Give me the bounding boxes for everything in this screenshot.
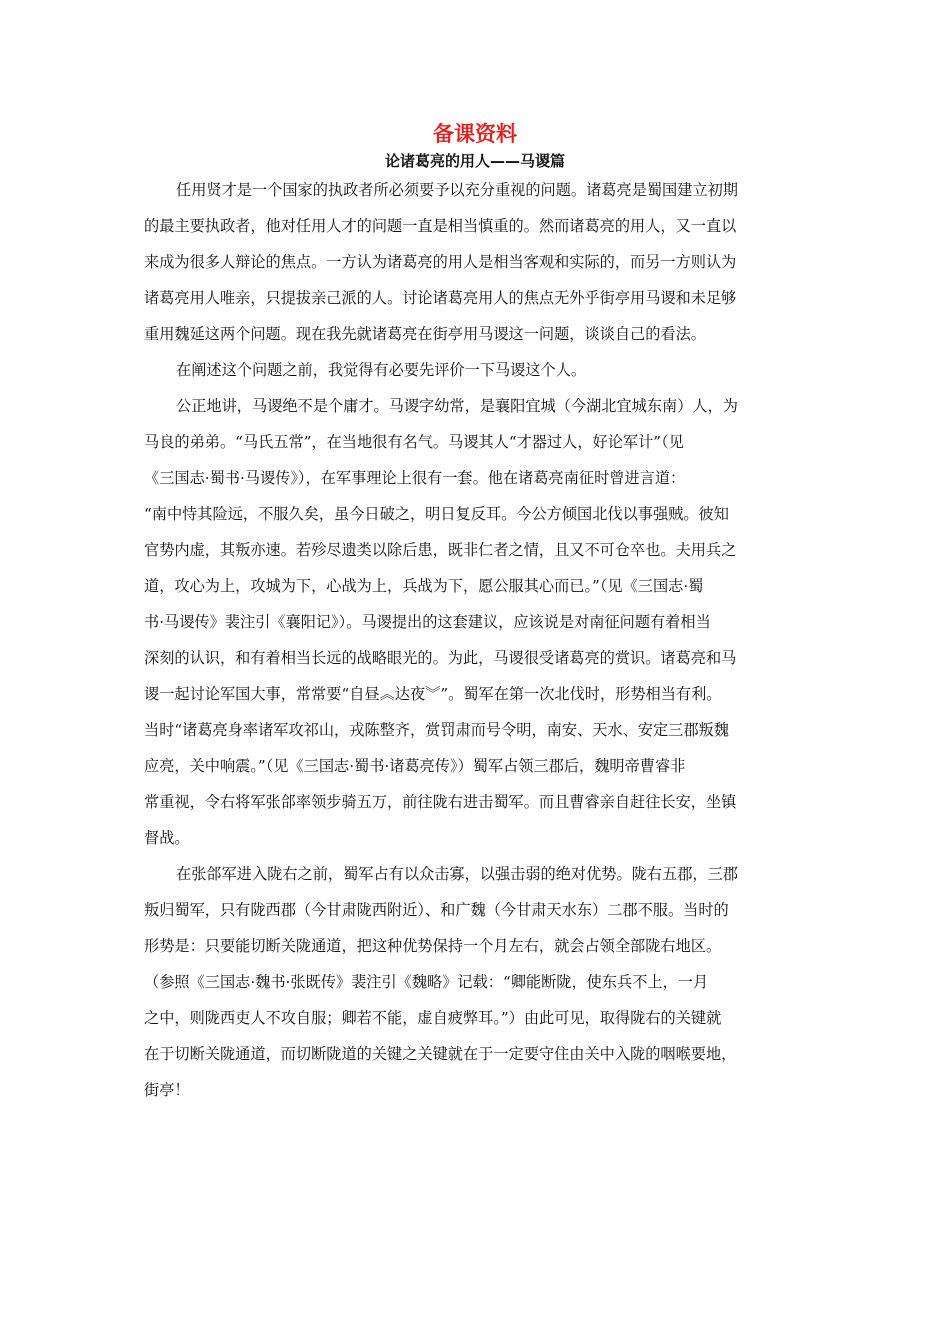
text-line: 马良的弟弟。“马氏五常”，在当地很有名气。马谡其人“才器过人，好论军计”（见 (144, 433, 684, 451)
text-line: 来成为很多人辩论的焦点。一方认为诸葛亮的用人是相当客观和实际的，而另一方则认为 (144, 253, 737, 271)
text-line: 公正地讲，马谡绝不是个庸才。马谡字幼常，是襄阳宜城（今湖北宜城东南）人，为 (176, 397, 738, 415)
text-line: 在阐述这个问题之前，我觉得有必要先评价一下马谡这个人。 (176, 361, 587, 379)
document-title: 备课资料 (433, 122, 517, 146)
text-line: 叛归蜀军，只有陇西郡（今甘肃陇西附近）、和广魏（今甘肃天水东）二郡不服。当时的 (144, 901, 729, 919)
text-line: 形势是：只要能切断关陇通道，把这种优势保持一个月左右，就会占领全部陇右地区。 (144, 937, 722, 955)
text-line: 谡一起讨论军国大事，常常要“自昼︽达夜︾”。蜀军在第一次北伐时，形势相当有利。 (144, 685, 722, 703)
text-line: 督战。 (144, 829, 190, 847)
text-line: 道，攻心为上，攻城为下，心战为上，兵战为下，愿公服其心而已。”（见《三国志·蜀 (144, 577, 704, 595)
text-line: 官势内虚，其叛亦速。若殄尽遗类以除后患，既非仁者之情，且又不可仓卒也。夫用兵之 (144, 541, 737, 559)
text-line: 深刻的认识，和有着相当长远的战略眼光的。为此，马谡很受诸葛亮的赏识。诸葛亮和马 (144, 649, 737, 667)
text-line: 应亮，关中响震。”（见《三国志·蜀书·诸葛亮传》）蜀军占领三郡后，魏明帝曹睿非 (144, 757, 686, 775)
text-line: 任用贤才是一个国家的执政者所必须要予以充分重视的问题。诸葛亮是蜀国建立初期 (176, 181, 738, 199)
text-line: 的最主要执政者，他对任用人才的问题一直是相当慎重的。然而诸葛亮的用人，又一直以 (144, 217, 737, 235)
text-line: 常重视，令右将军张郃率领步骑五万，前往陇右进击蜀军。而且曹睿亲自赶往长安，坐镇 (144, 793, 737, 811)
document-subtitle: 论诸葛亮的用人——马谡篇 (384, 152, 565, 170)
text-line: “南中恃其险远，不服久矣，虽今日破之，明日复反耳。今公方倾国北伐以事强贼。彼知 (144, 505, 729, 523)
text-line: 重用魏延这两个问题。现在我先就诸葛亮在街亭用马谡这一问题，谈谈自己的看法。 (144, 325, 706, 343)
text-line: 在于切断关陇通道，而切断陇道的关键之关键就在于一定要守住由关中入陇的咽喉要地， (144, 1045, 737, 1063)
text-line: 之中，则陇西吏人不攻自服；卿若不能，虚自疲弊耳。”）由此可见，取得陇右的关键就 (144, 1009, 722, 1027)
text-line: （参照《三国志·魏书·张既传》裴注引《魏略》记载：“卿能断陇，使东兵不上，一月 (144, 973, 709, 991)
text-line: 书·马谡传》裴注引《襄阳记》）。马谡提出的这套建议，应该说是对南征问题有着相当 (144, 613, 711, 631)
text-line: 街亭！ (144, 1081, 190, 1099)
text-line: 《三国志·蜀书·马谡传》），在军事理论上很有一套。他在诸葛亮南征时曾进言道： (144, 469, 686, 487)
text-line: 在张郃军进入陇右之前，蜀军占有以众击寡，以强击弱的绝对优势。陇右五郡，三郡 (176, 865, 738, 883)
text-line: 诸葛亮用人唯亲，只提拔亲己派的人。讨论诸葛亮用人的焦点无外乎街亭用马谡和未足够 (144, 289, 737, 307)
text-line: 当时“诸葛亮身率诸军攻祁山，戎陈整齐，赏罚肃而号令明，南安、天水、安定三郡叛魏 (144, 721, 729, 739)
document-body (144, 172, 810, 1108)
